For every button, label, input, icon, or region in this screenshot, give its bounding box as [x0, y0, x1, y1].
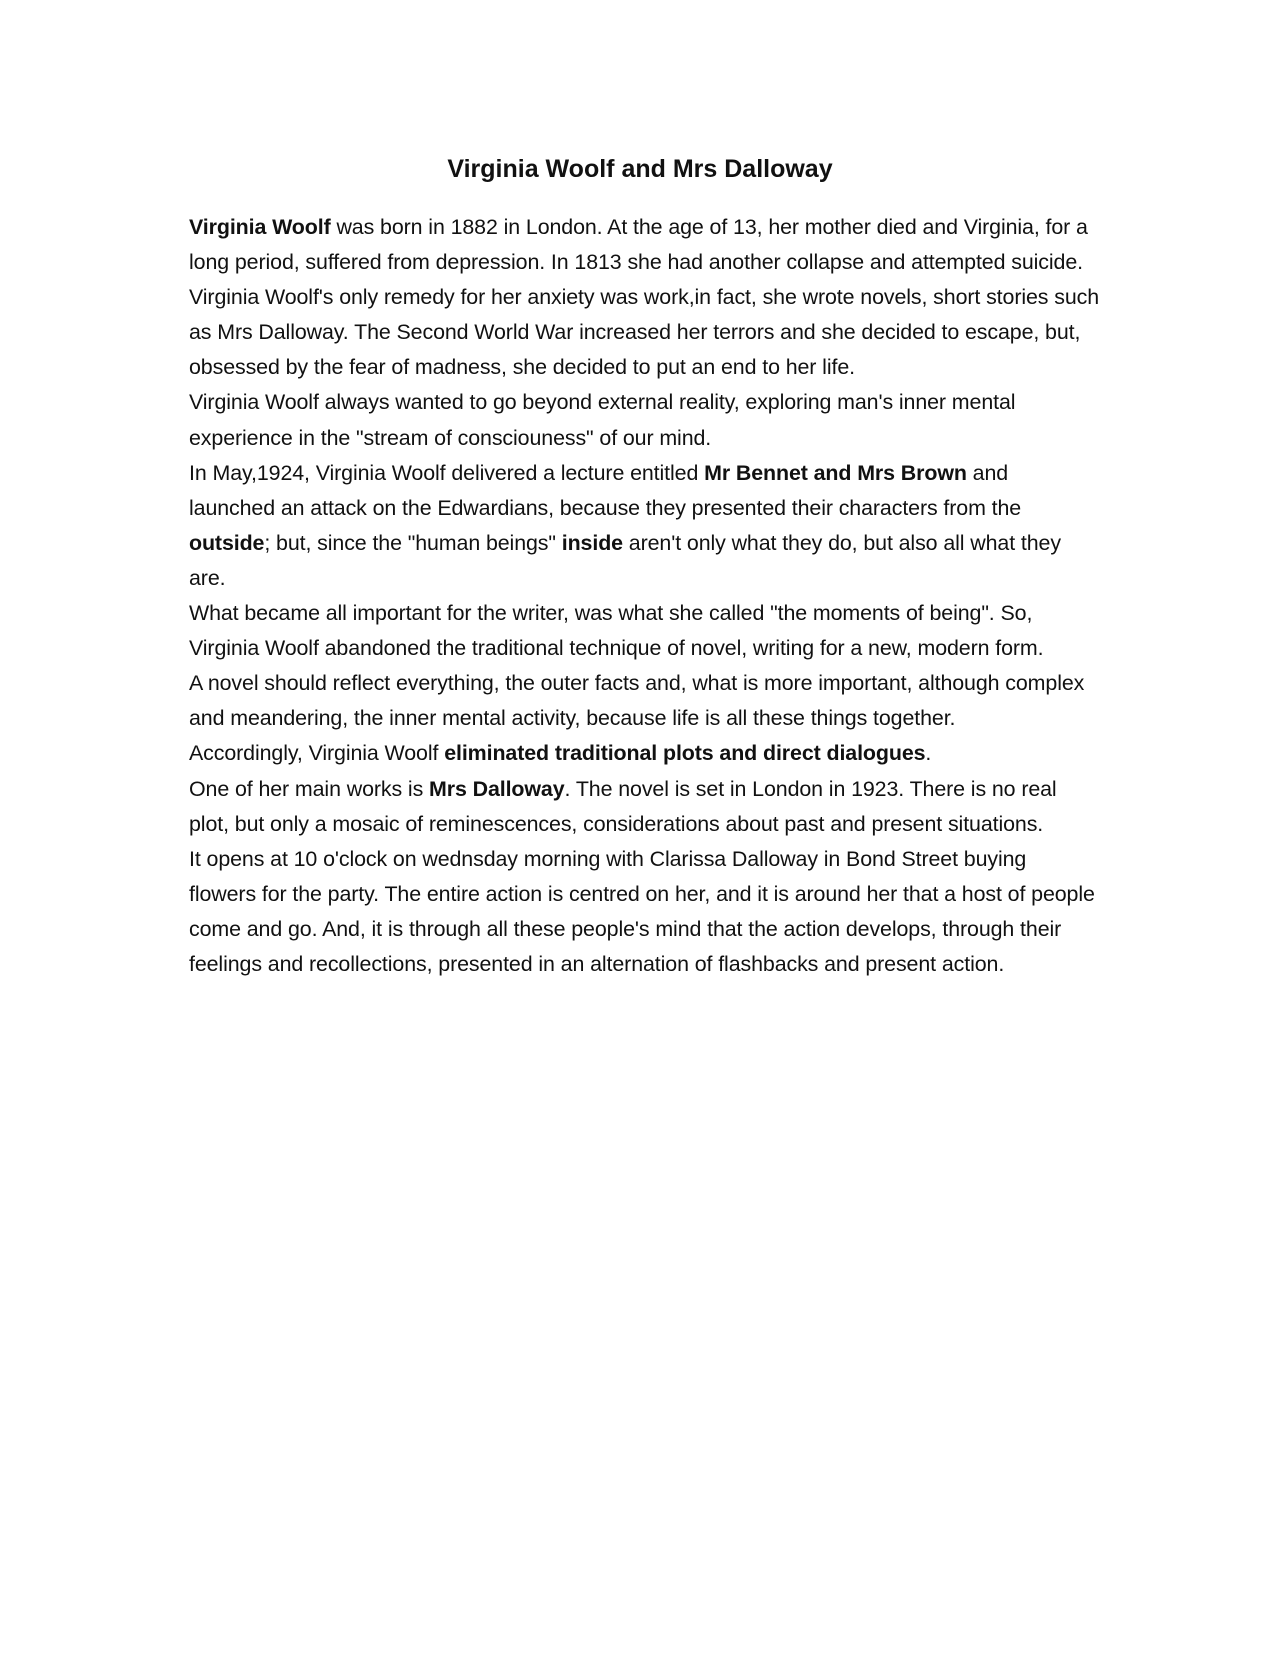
paragraph-bold-run: Mr Bennet and Mrs Brown: [704, 460, 967, 485]
paragraph-text-run: A novel should reflect everything, the outer facts and, what is more important, although complex and meandering, the inner mental activity, because life is all these things together.: [189, 671, 1085, 731]
paragraph: [189, 456, 1099, 596]
paragraph-bold-run: inside: [561, 530, 623, 555]
paragraph-text-run: Accordingly, Virginia Woolf: [189, 741, 445, 766]
paragraph-bold-run: outside: [189, 530, 265, 555]
paragraph-text-run: Virginia Woolf's only remedy for her anxiety was work,in fact, she wrote novels, short stories such as Mrs Dalloway. The Second World War increased her terrors and she decided to escape, but, obsessed by the fear of madness, she decided to put an end to her life.: [189, 285, 1100, 380]
paragraph-text-run: ; but, since the "human beings": [264, 530, 562, 555]
paragraph: [189, 280, 1099, 385]
paragraph-text-run: and launched an attack on the Edwardians, because they presented their characters from the: [189, 460, 1022, 520]
paragraph-bold-run: Virginia Woolf: [189, 215, 331, 239]
paragraph: [189, 596, 1099, 666]
paragraph-bold-run: eliminated traditional plots and direct dialogues: [444, 741, 926, 766]
paragraph: [189, 842, 1099, 982]
paragraph-text-run: It opens at 10 o'clock on wednsday morning with Clarissa Dalloway in Bond Street buying flowers for the party. The entire action is centred on her, and it is around her that a host of people come and go. And, it is through all these people's mind that the action develops, through their feelings and recollections, presented in an alternation of flashbacks and present action.: [189, 846, 1095, 976]
paragraph-text-run: was born in 1882 in London. At the age of 13, her mother died and Virginia, for a long period, suffered from depression. In 1813 she had another collapse and attempted suicide.: [189, 215, 1088, 275]
paragraph: [189, 772, 1099, 842]
document-title: Virginia Woolf and Mrs Dalloway: [447, 155, 833, 183]
paragraph-text-run: In May,1924, Virginia Woolf delivered a lecture entitled: [189, 460, 705, 485]
paragraph: [189, 736, 1099, 771]
paragraph-bold-run: Mrs Dalloway: [429, 776, 565, 801]
paragraph: [189, 666, 1099, 736]
paragraph-text-run: One of her main works is: [189, 776, 430, 801]
paragraph: [189, 210, 1099, 280]
document-body: [189, 210, 1099, 982]
paragraph-text-run: What became all important for the writer, was what she called "the moments of being". So, Virginia Woolf abandoned the traditional technique of novel, writing for a new, modern form.: [189, 601, 1044, 661]
paragraph-text-run: Virginia Woolf always wanted to go beyond external reality, exploring man's inner mental experience in the "stream of consciouness" of our mind.: [189, 390, 1016, 450]
paragraph-text-run: .: [925, 741, 932, 766]
paragraph-text-run: . The novel is set in London in 1923. There is no real plot, but only a mosaic of reminescences, considerations about past and present situations.: [189, 776, 1057, 836]
paragraph: [189, 385, 1099, 455]
paragraph-text-run: aren't only what they do, but also all what they are.: [189, 530, 1061, 590]
